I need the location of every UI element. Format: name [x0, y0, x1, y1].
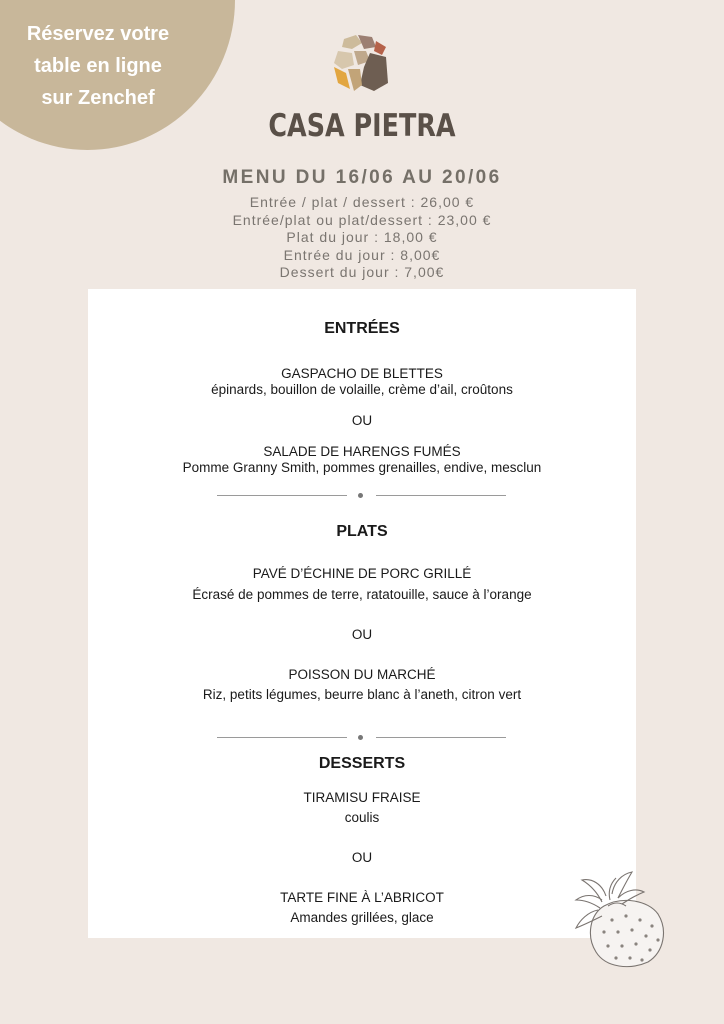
dish-name: PAVÉ D’ÉCHINE DE PORC GRILLÉ	[252, 566, 472, 581]
or-separator: OU	[351, 413, 373, 428]
reservation-line: Réservez votre	[26, 23, 170, 45]
stone-mosaic-logo-icon	[330, 33, 390, 93]
dish-description: Écrasé de pommes de terre, ratatouille, sauce à l’orange	[192, 587, 532, 602]
dish-name: SALADE DE HARENGS FUMÉS	[263, 444, 461, 459]
price-line: Plat du jour : 18,00 €	[286, 229, 438, 245]
section-divider	[217, 493, 507, 499]
dish-description: Riz, petits légumes, beurre blanc à l’aneth, citron vert	[202, 687, 522, 702]
dish-description: Pomme Granny Smith, pommes grenailles, endive, mesclun	[182, 460, 542, 475]
dish-description: Amandes grillées, glace	[290, 910, 434, 925]
or-separator: OU	[351, 850, 373, 865]
dish-name: TIRAMISU FRAISE	[303, 790, 421, 805]
menu-card	[88, 289, 636, 938]
price-list	[0, 194, 724, 282]
section-heading-plats: PLATS	[336, 523, 388, 540]
price-line: Entrée / plat / dessert : 26,00 €	[249, 194, 475, 210]
menu-title: MENU DU 16/06 AU 20/06	[222, 167, 502, 188]
reservation-line: table en ligne	[34, 55, 162, 77]
reservation-line: sur Zenchef	[41, 87, 155, 109]
reservation-link[interactable]	[0, 18, 196, 114]
dish-name: TARTE FINE À L’ABRICOT	[280, 890, 444, 905]
dish-description: coulis	[344, 810, 380, 825]
dish-name: POISSON DU MARCHÉ	[288, 667, 436, 682]
or-separator: OU	[351, 627, 373, 642]
restaurant-name: CASA PIETRA	[268, 108, 456, 144]
price-line: Dessert du jour : 7,00€	[279, 264, 445, 280]
price-line: Entrée/plat ou plat/dessert : 23,00 €	[232, 211, 492, 228]
dish-name: GASPACHO DE BLETTES	[281, 366, 443, 381]
strawberry-sketch-icon	[572, 870, 672, 974]
section-heading-entrees: ENTRÉES	[324, 320, 400, 337]
section-heading-desserts: DESSERTS	[318, 755, 406, 772]
dish-description: épinards, bouillon de volaille, crème d’ail, croûtons	[211, 382, 513, 397]
price-line: Entrée du jour : 8,00€	[283, 246, 441, 263]
section-divider	[217, 735, 507, 741]
